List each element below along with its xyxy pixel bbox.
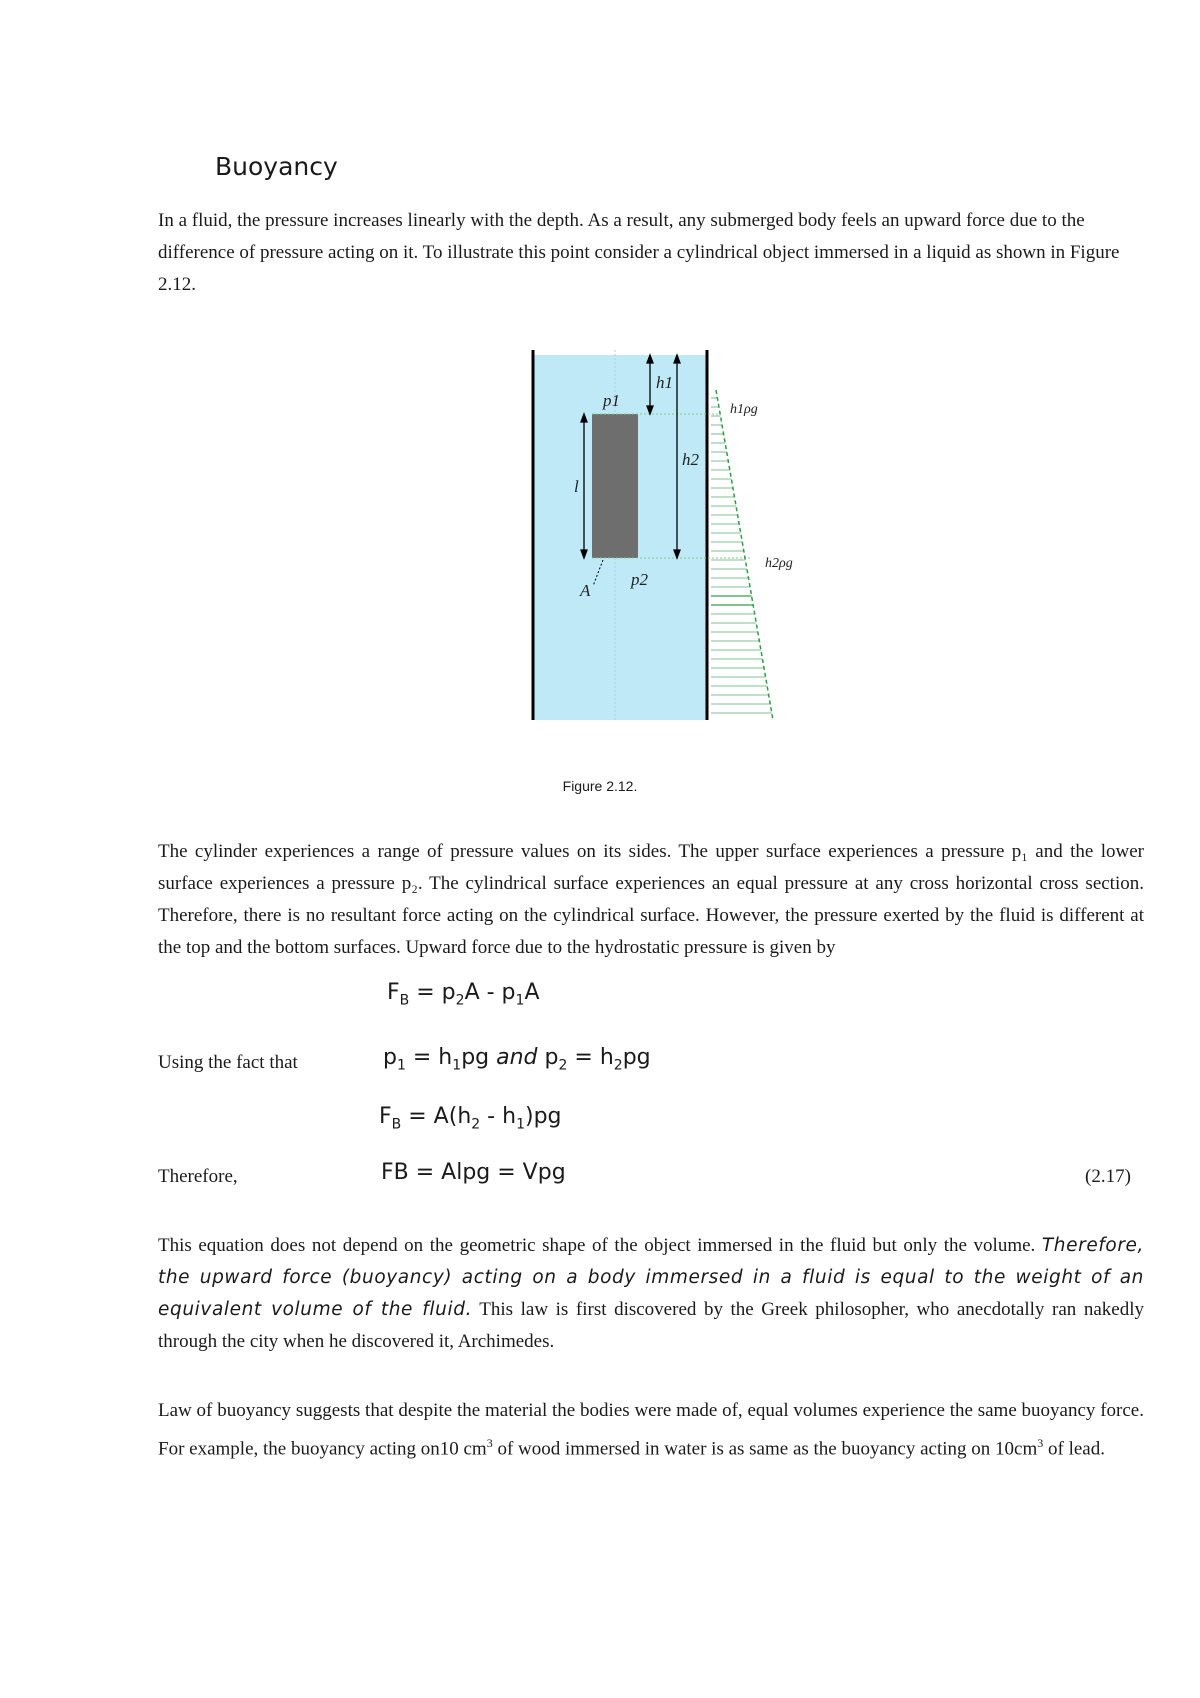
law-text-part-3: of lead. <box>1043 1438 1105 1460</box>
label-h1pg: h1ρg <box>730 402 758 417</box>
equation-pressures: $p_1 = h_1pg$ and $p_2 = h_2pg$ <box>383 1045 651 1074</box>
archimedes-principle-statement: Therefore, the upward force (buoyancy) acting on a body immersed in a fluid is equal to the weight of an equivalent volume of the fluid. <box>158 1235 1145 1320</box>
label-l: l <box>574 477 579 496</box>
equation-archimedes: FB = Alpg = Vpg <box>381 1160 566 1185</box>
buoyancy-figure <box>520 350 800 735</box>
law-of-buoyancy-paragraph <box>158 1395 1144 1465</box>
figure-caption: Figure 2.12. <box>562 778 638 794</box>
archimedes-paragraph <box>158 1230 1144 1358</box>
label-h2: h2 <box>682 450 699 469</box>
label-h1: h1 <box>656 373 673 392</box>
equation-number: (2.17) <box>1085 1166 1131 1187</box>
label-p2: p2 <box>631 570 648 589</box>
label-p1: p1 <box>603 391 620 410</box>
cubic-superscript-1: 3 <box>486 1436 493 1450</box>
cubic-superscript-2: 3 <box>1037 1436 1044 1450</box>
law-text-part-1: Law of buoyancy suggests that despite the material the bodies were made of, equal volumes experience the same buoyancy force. For example, the buoyancy acting on10 cm <box>158 1400 1144 1460</box>
archimedes-paragraph-end: This law is first discovered by the Greek philosopher, who anecdotally ran nakedly through the city when he discovered it, Archimedes. <box>158 1299 1144 1352</box>
using-fact-label: Using the fact that <box>158 1052 298 1073</box>
pressure-profile-line <box>716 390 773 720</box>
law-text-part-2: of wood immersed in water is as same as the buoyancy acting on 10cm <box>492 1438 1038 1460</box>
equation-buoyant-force: $F_B = p_2A - p_1A$ <box>387 980 540 1009</box>
archimedes-paragraph-start: This equation does not depend on the geometric shape of the object immersed in the fluid but only the volume. <box>158 1235 1036 1256</box>
pressure-arrows <box>711 398 772 713</box>
page-title: Buoyancy <box>215 152 338 181</box>
intro-paragraph: In a fluid, the pressure increases linearly with the depth. As a result, any submerged body feels an upward force due to the difference of pressure acting on it. To illustrate this point consider a cylindrical object immersed in a liquid as shown in Figure 2.12. <box>158 210 1120 295</box>
cylinder-paragraph: The cylinder experiences a range of pressure values on its sides. The upper surface experiences a pressure p₁ and the lower surface experiences a pressure p₂. The cylindrical surface experiences an equal pressure at any cross horizontal cross section. Therefore, there is no resultant force acting on the cylindrical surface. However, the pressure exerted by the fluid is different at the top and the bottom surfaces. Upward force due to the hydrostatic pressure is given by <box>158 841 1144 958</box>
label-h2pg: h2ρg <box>765 556 793 571</box>
immersed-cylinder <box>592 414 638 558</box>
equation-buoyant-force-expanded: $F_B = A(h_2 - h_1)pg$ <box>379 1104 562 1133</box>
therefore-label: Therefore, <box>158 1166 238 1187</box>
label-A: A <box>580 581 591 600</box>
